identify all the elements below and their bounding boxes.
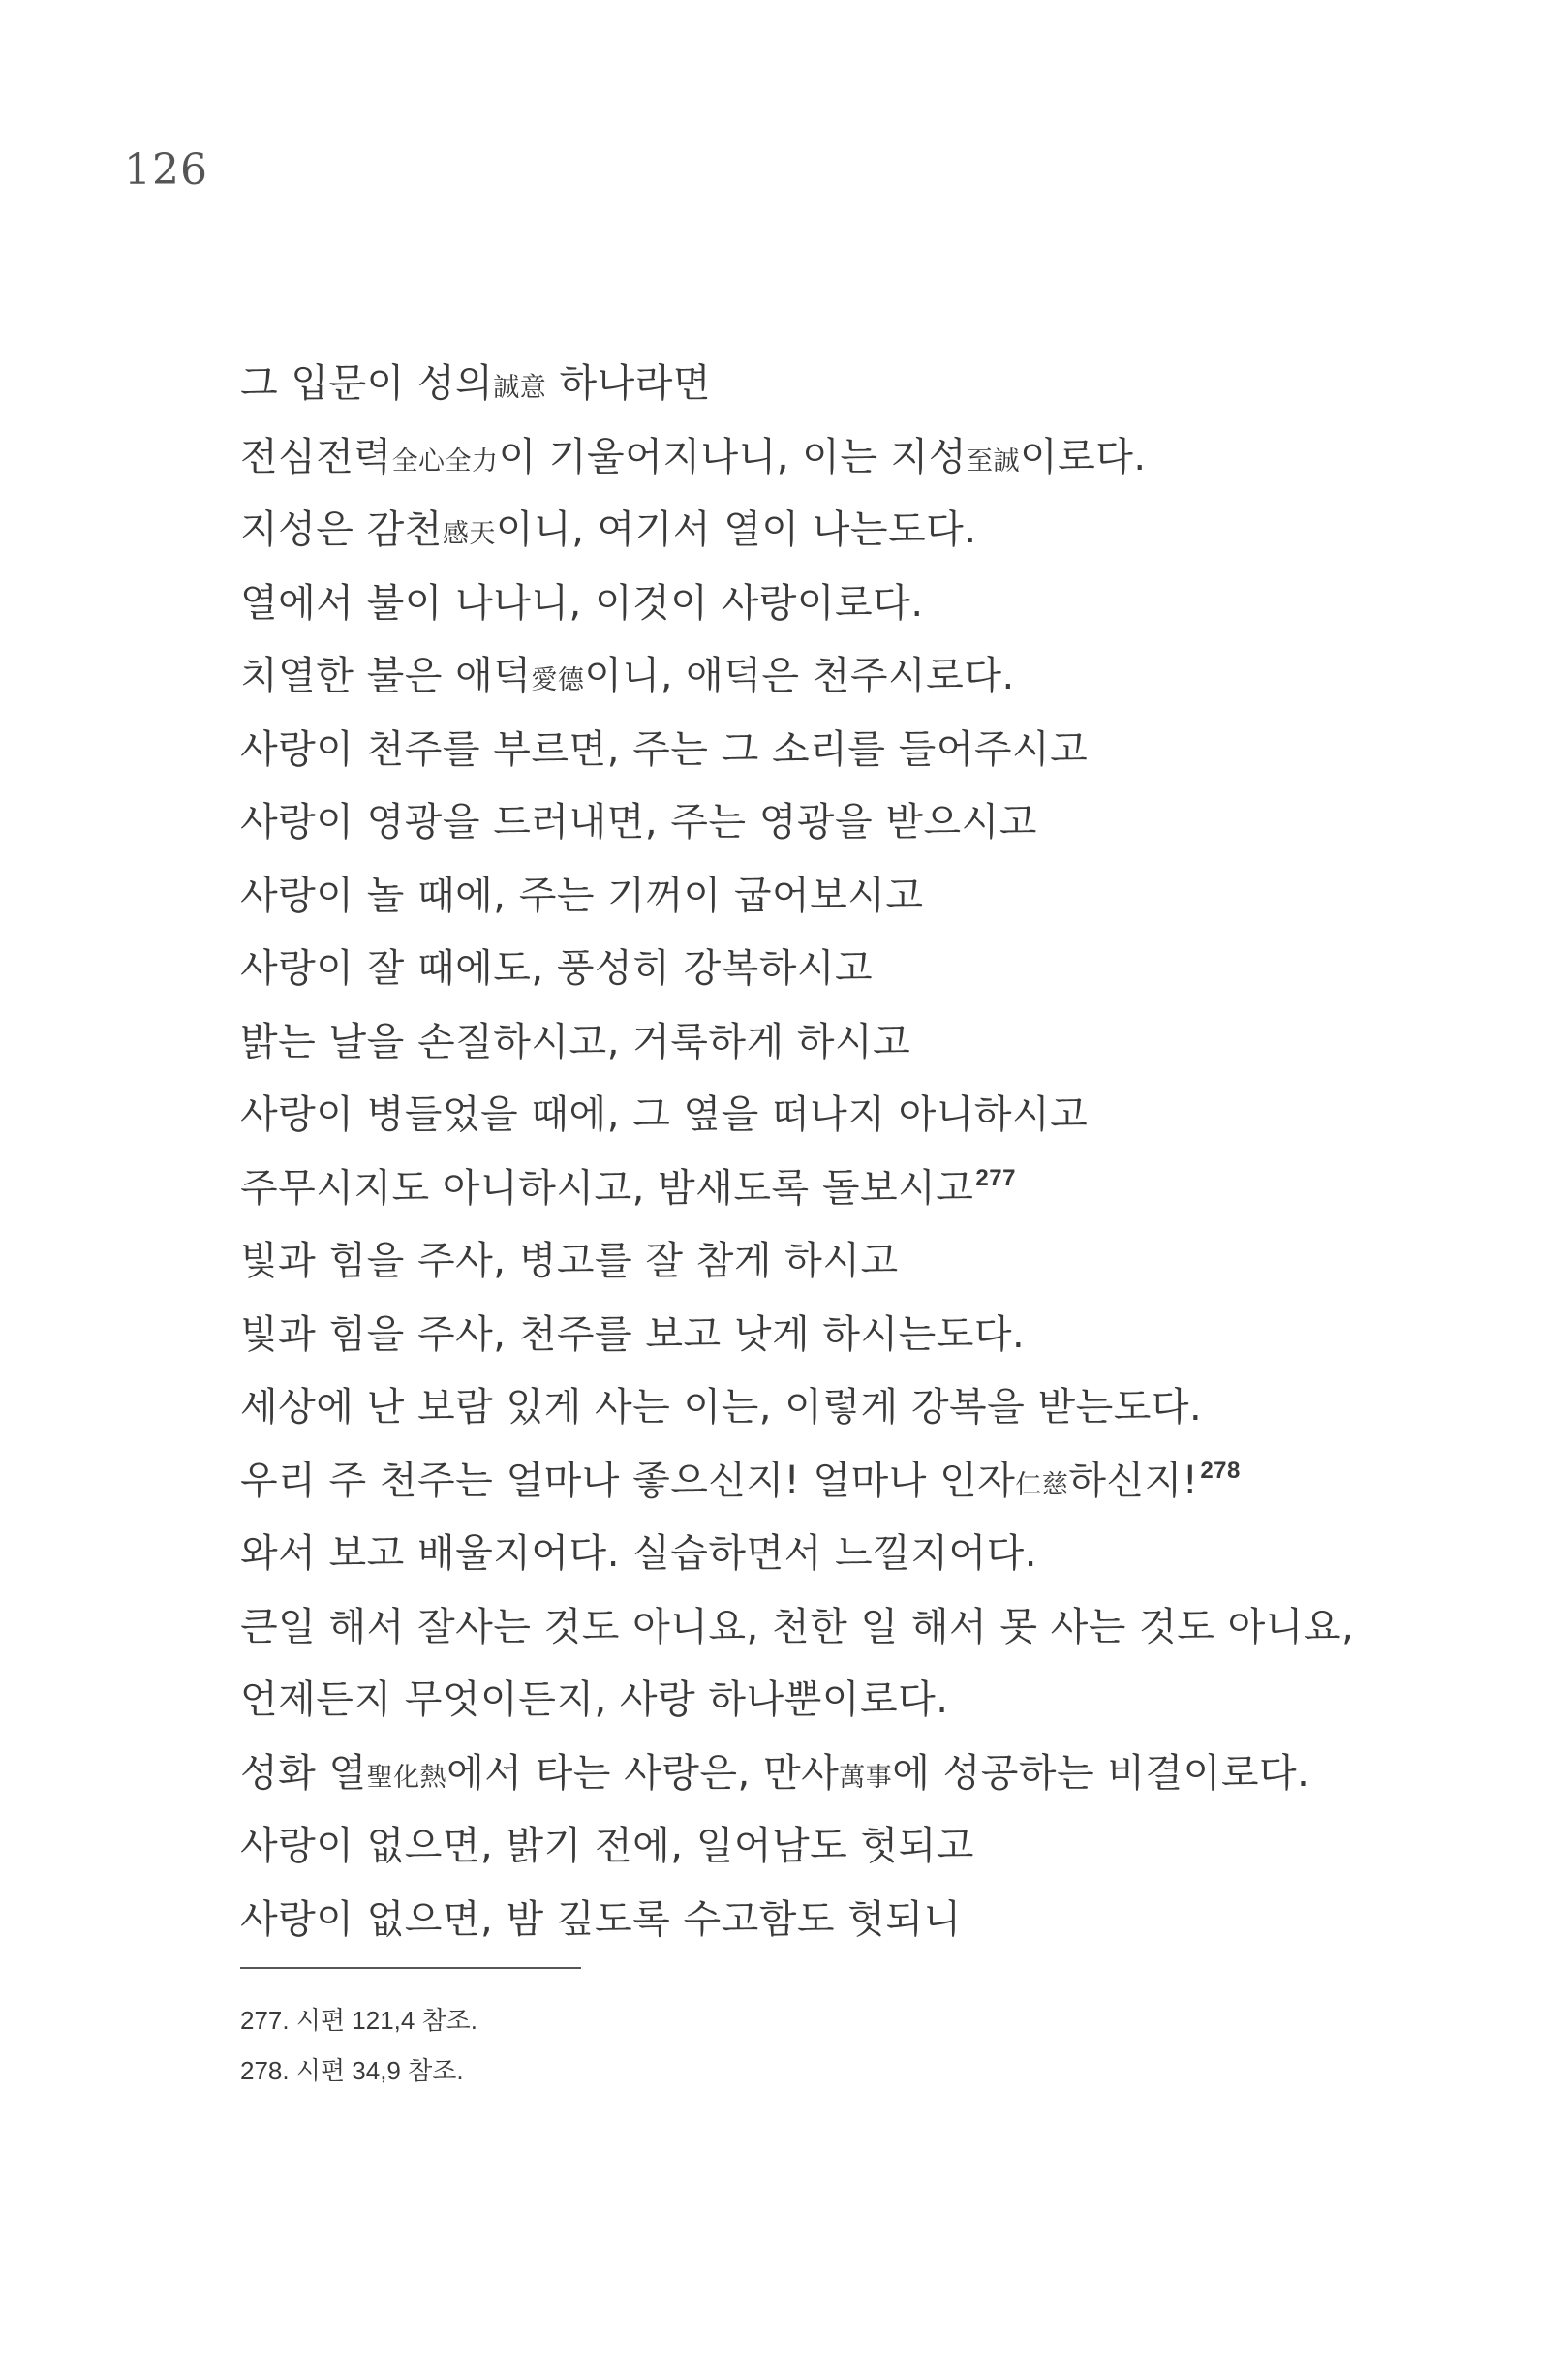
poem-line: 사랑이 잘 때에도, 풍성히 강복하시고 bbox=[240, 946, 874, 991]
poem-line: 언제든지 무엇이든지, 사랑 하나뿐이로다. bbox=[240, 1677, 949, 1722]
poem-line: 사랑이 영광을 드러내면, 주는 영광을 받으시고 bbox=[240, 800, 1037, 845]
poem-line: 빛과 힘을 주사, 천주를 보고 낫게 하시는도다. bbox=[240, 1311, 1026, 1357]
poem-line: 지성은 감천感天이니, 여기서 열이 나는도다. bbox=[240, 507, 977, 552]
poem-line: 그 입문이 성의誠意 하나라면 bbox=[240, 361, 712, 406]
poem-body bbox=[240, 358, 1460, 1967]
footnote-277: 277. 시편 121,4 참조. bbox=[240, 2006, 478, 2035]
poem-line: 우리 주 천주는 얼마나 좋으신지! 얼마나 인자仁慈하신지!$^{278}$ bbox=[240, 1457, 1241, 1503]
poem-line: 세상에 난 보람 있게 사는 이는, 이렇게 강복을 받는도다. bbox=[240, 1385, 1203, 1430]
poem-line: 빛과 힘을 주사, 병고를 잘 참게 하시고 bbox=[240, 1239, 899, 1283]
footnote-divider bbox=[240, 1967, 581, 1969]
poem-line: 큰일 해서 잘사는 것도 아니요, 천한 일 해서 못 사는 것도 아니요, bbox=[240, 1604, 1355, 1649]
poem-line: 와서 보고 배울지어다. 실습하면서 느낄지어다. bbox=[240, 1531, 1037, 1576]
poem-line: 성화 열聖化熱에서 타는 사랑은, 만사萬事에 성공하는 비결이로다. bbox=[240, 1750, 1310, 1796]
footnotes bbox=[240, 1995, 477, 2096]
poem-line: 열에서 불이 나나니, 이것이 사랑이로다. bbox=[240, 580, 924, 626]
poem-line: 치열한 불은 애덕愛德이니, 애덕은 천주시로다. bbox=[240, 654, 1015, 698]
footnote-278: 278. 시편 34,9 참조. bbox=[240, 2056, 464, 2085]
poem-line: 사랑이 없으면, 밤 깊도록 수고함도 헛되니 bbox=[240, 1896, 962, 1942]
poem-line: 주무시지도 아니하시고, 밤새도록 돌보시고$^{277}$ bbox=[240, 1164, 1016, 1211]
page-number: 126 bbox=[124, 145, 208, 195]
footnote-ref-277[interactable]: 277 bbox=[975, 1164, 1016, 1191]
poem-line: 사랑이 놀 때에, 주는 기꺼이 굽어보시고 bbox=[240, 873, 924, 918]
poem-line: 사랑이 병들었을 때에, 그 옆을 떠나지 아니하시고 bbox=[240, 1092, 1089, 1137]
poem-line: 사랑이 없으면, 밝기 전에, 일어남도 헛되고 bbox=[240, 1824, 974, 1868]
poem-line: 전심전력全心全力이 기울어지나니, 이는 지성至誠이로다. bbox=[240, 434, 1147, 479]
footnote-ref-278[interactable]: 278 bbox=[1200, 1457, 1241, 1484]
poem-line: 사랑이 천주를 부르면, 주는 그 소리를 들어주시고 bbox=[240, 726, 1089, 772]
poem-line: 밝는 날을 손질하시고, 거룩하게 하시고 bbox=[240, 1019, 911, 1064]
